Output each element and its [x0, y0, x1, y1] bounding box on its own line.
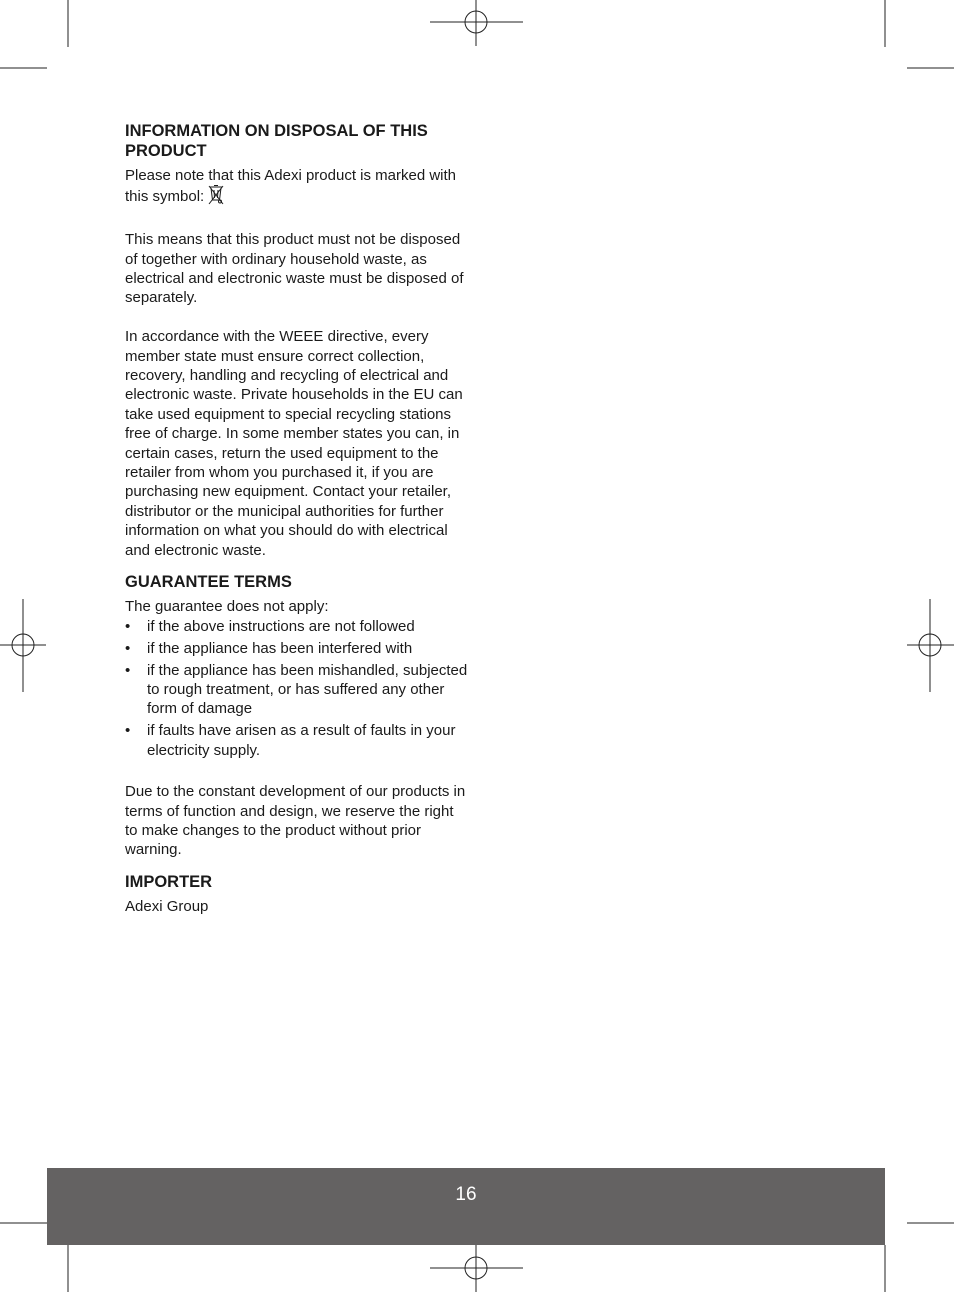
disposal-intro-text: Please note that this Adexi product is marked with this symbol: — [125, 167, 457, 206]
list-item — [125, 661, 470, 719]
disposal-section — [125, 121, 470, 560]
bullet: • — [125, 722, 131, 740]
guarantee-intro: The guarantee does not apply: — [125, 598, 329, 616]
list-item-text: if the above instructions are not followed — [147, 617, 415, 635]
guarantee-list — [125, 617, 470, 761]
disposal-para-2: In accordance with the WEEE directive, every member state must ensure correct collection, recovery, handling and recycling of electrical and electronic waste. Private households in the EU can take used equipment to special recycling stations free of charge. In some member states you can, in certain cases, return the used equipment to the retailer from whom you purchased it, if you are purchasing new equipment. Contact your retailer, distributor or the municipal authorities for further information on what you should do with electrical and electronic waste. — [125, 328, 463, 559]
crossed-out-wheelie-bin-icon — [208, 185, 224, 210]
footer-bar — [47, 1168, 885, 1245]
guarantee-heading: GUARANTEE TERMS — [125, 573, 292, 592]
list-item — [125, 639, 470, 658]
guarantee-para: Due to the constant development of our products in terms of function and design, we reserve the right to make changes to the product without prior warning. — [125, 783, 466, 859]
disposal-intro — [125, 166, 470, 211]
list-item — [125, 721, 470, 760]
importer-name: Adexi Group — [125, 897, 209, 915]
disposal-para-1: This means that this product must not be disposed of together with ordinary household waste, as electrical and electronic waste must be disposed of separately. — [125, 231, 464, 307]
importer-section — [125, 872, 470, 916]
list-item-text: if faults have arisen as a result of faults in your electricity supply. — [147, 722, 456, 759]
bullet: • — [125, 617, 131, 635]
bullet: • — [125, 639, 131, 657]
list-item — [125, 617, 470, 636]
list-item-text: if the appliance has been mishandled, subjected to rough treatment, or has suffered any other form of damage — [147, 661, 468, 718]
bullet: • — [125, 661, 131, 679]
guarantee-section — [125, 572, 470, 860]
disposal-heading: INFORMATION ON DISPOSAL OF THIS PRODUCT — [125, 122, 428, 160]
list-item-text: if the appliance has been interfered with — [147, 639, 413, 657]
page-number: 16 — [455, 1184, 477, 1205]
page-content — [125, 121, 470, 916]
importer-heading: IMPORTER — [125, 872, 213, 891]
